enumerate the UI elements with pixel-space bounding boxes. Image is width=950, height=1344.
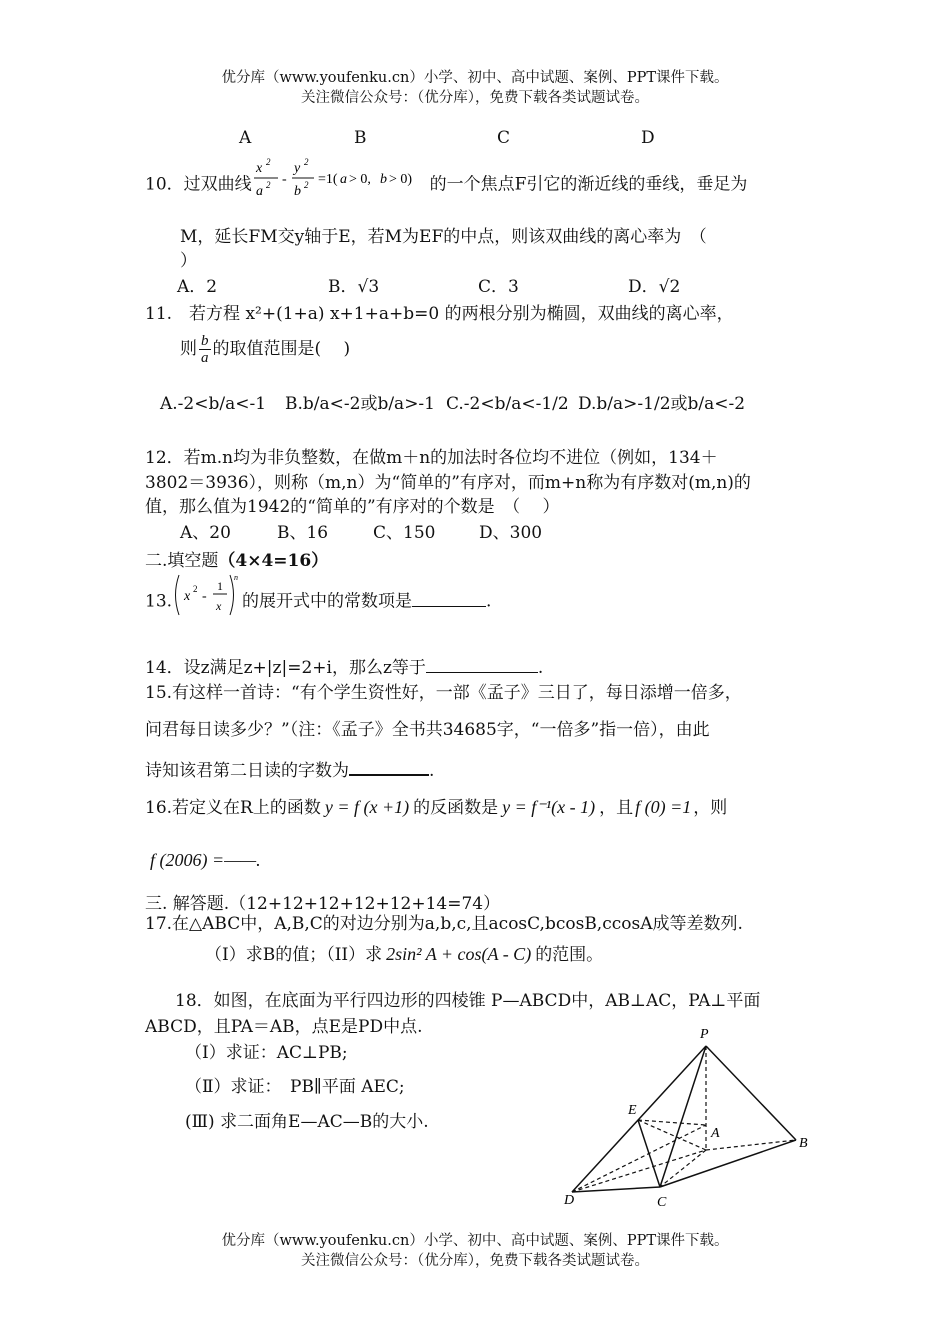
q10-prefix: 10．过双曲线 <box>145 174 252 195</box>
q10-hyperbola-formula <box>252 157 430 205</box>
label-e: E <box>628 1103 637 1118</box>
q11-fraction: $\frac{b}{a}$ <box>201 333 209 366</box>
edge-pd <box>572 1046 706 1192</box>
q16-inverse-function: y = f⁻¹(x - 1) <box>502 797 596 817</box>
header-line-2: 关注微信公众号：（优分库），免费下载各类试题试卷。 <box>301 90 649 106</box>
label-a: A <box>711 1126 720 1141</box>
q14-text: 14．设z满足z+|z|=2+i，那么z等于 <box>145 658 426 678</box>
q11-option-c: C.-2<b/a<-1/2 <box>446 394 569 414</box>
q10-line-2: M，延长FM交y轴于E，若M为EF的中点，则该双曲线的离心率为 （ <box>180 227 707 247</box>
svg-text:2: 2 <box>303 180 309 190</box>
q10-option-d: D．√2 <box>628 277 681 297</box>
q16-line-1 <box>145 796 727 819</box>
svg-text:2: 2 <box>193 584 198 594</box>
q12-line-1: 12．若m.n均为非负整数，在做m＋n的加法时各位均不进位（例如，134＋ <box>145 448 718 468</box>
q12-option-c: C、150 <box>373 523 436 543</box>
q10-option-c: C．3 <box>478 277 519 297</box>
svg-text:> 0,: > 0, <box>348 172 371 187</box>
q16-line-2: f (2006) =——. <box>150 850 261 870</box>
svg-text:x: x <box>216 599 222 613</box>
q12-option-b: B、16 <box>277 523 329 543</box>
svg-text:2: 2 <box>265 180 271 190</box>
q10-suffix: 的一个焦点F引它的渐近线的垂线，垂足为 <box>429 174 748 195</box>
q18-part-1: （Ⅰ）求证：AC⊥PB; <box>185 1043 348 1063</box>
q17-expression: 2sin² A + cos(A - C) <box>386 944 532 964</box>
section-2-score: （4×4=16） <box>218 551 329 571</box>
q10-option-a: A．2 <box>177 277 218 297</box>
q15-line-3 <box>145 758 434 782</box>
q13-end: . <box>486 591 492 612</box>
q17-prefix: （I）求B的值；（II）求 <box>205 945 383 965</box>
q16-prefix: 16.若定义在R上的函数 <box>145 798 321 818</box>
edge-e-mid <box>638 1120 706 1125</box>
pyramid-figure <box>560 1022 820 1212</box>
q9-option-c: C <box>497 128 511 148</box>
q17-line-1: 17.在△ABC中，A,B,C的对边分别为a,b,c,且acosC,bcosB,ccosA成等差数列. <box>145 914 743 934</box>
q16-end: ，则 <box>693 798 728 818</box>
q11-line-1: 11. 若方程 x²+(1+a) x+1+a+b=0 的两根分别为椭圆，双曲线的离心率， <box>145 304 734 324</box>
svg-text:> 0): > 0) <box>388 172 412 187</box>
q16-mid: 的反函数是 <box>413 798 499 818</box>
header-line-1: 优分库（www.youfenku.cn）小学、初中、高中试题、案例、PPT课件下载。 <box>221 70 729 86</box>
svg-text:n: n <box>234 573 239 582</box>
q18-part-3: (Ⅲ) 求二面角E—AC—B的大小. <box>185 1112 429 1132</box>
q10-option-b: B．√3 <box>328 277 380 297</box>
q11-option-b: B.b/a<-2或b/a>-1 <box>285 394 435 414</box>
q11-prefix: 则 <box>180 339 197 359</box>
q10-line-3: ） <box>180 251 197 271</box>
footer-line-2: 关注微信公众号：（优分库），免费下载各类试题试卷。 <box>301 1253 649 1269</box>
edge-pc <box>660 1046 706 1187</box>
q15-line-1: 15.有这样一首诗：“有个学生资性好，一部《孟子》三日了，每日添增一倍多， <box>145 683 742 703</box>
edge-dc <box>572 1187 660 1192</box>
q9-option-b: B <box>354 128 367 148</box>
q18-line-1: 18．如图，在底面为平行四边形的四棱锥 P—ABCD中，AB⊥AC，PA⊥平面 <box>175 991 761 1011</box>
label-b: B <box>799 1136 808 1151</box>
q15-end: . <box>429 761 435 781</box>
edge-ac <box>660 1150 706 1187</box>
q12-line-2: 3802＝3936），则称（m,n）为“简单的”有序对，而m+n称为有序数对(m,n)的 <box>145 473 751 493</box>
svg-text:2: 2 <box>265 157 271 167</box>
svg-text:2: 2 <box>303 157 309 167</box>
svg-text:b: b <box>293 184 301 199</box>
edge-d-mid <box>572 1125 706 1192</box>
q9-option-a: A <box>239 128 252 148</box>
section-2-heading <box>145 546 328 571</box>
q12-option-d: D、300 <box>479 523 543 543</box>
q12-option-a: A、20 <box>180 523 231 543</box>
q14-end: . <box>537 658 544 678</box>
q10-formula-svg <box>252 155 430 203</box>
svg-text:-: - <box>281 172 287 187</box>
q10-line-1 <box>145 157 748 205</box>
footer-line-1: 优分库（www.youfenku.cn）小学、初中、高中试题、案例、PPT课件下载。 <box>221 1233 729 1249</box>
label-d: D <box>564 1193 575 1208</box>
q17-line-2 <box>205 943 603 966</box>
q11-option-a: A.-2<b/a<-1 <box>160 394 267 414</box>
q11-line-2 <box>180 333 350 366</box>
svg-text:-: - <box>202 589 207 604</box>
label-p: P <box>700 1027 709 1042</box>
svg-text:1: 1 <box>217 579 224 593</box>
q16-mid2: ，且 <box>599 798 634 818</box>
section-2-title: 二.填空题 <box>145 551 219 571</box>
q17-suffix: 的范围。 <box>535 945 604 965</box>
q16-function: y = f (x +1) <box>324 797 410 817</box>
q16-condition: f (0) =1 <box>635 797 692 817</box>
q18-line-2: ABCD，且PA＝AB，点E是PD中点. <box>145 1017 423 1037</box>
q14-answer-blank[interactable] <box>426 656 538 673</box>
q15-text: 诗知该君第二日读的字数为 <box>145 761 349 781</box>
q11-option-d: D.b/a>-1/2或b/a<-2 <box>578 394 746 414</box>
section-3-title: 三. 解答题.（12+12+12+12+12+14=74） <box>145 894 501 914</box>
q12-line-3: 值，那么值为1942的“简单的”有序对的个数是 （ ） <box>145 497 560 517</box>
label-c: C <box>657 1195 667 1210</box>
q13-answer-blank[interactable] <box>412 590 486 607</box>
svg-text:=1(: =1( <box>317 172 338 187</box>
q13-suffix: 的展开式中的常数项是 <box>242 591 413 612</box>
q11-suffix: 的取值范围是( ) <box>212 339 351 359</box>
q15-answer-blank[interactable] <box>349 758 429 776</box>
q13-line <box>145 573 492 620</box>
q15-line-2: 问君每日读多少？”（注：《孟子》全书共34685字，“一倍多”指一倍），由此 <box>145 720 710 740</box>
q14-line <box>145 656 543 679</box>
svg-text:x: x <box>184 589 191 604</box>
svg-text:a: a <box>255 184 263 199</box>
q13-binomial-svg <box>172 570 242 620</box>
svg-text:a: a <box>339 172 347 187</box>
q9-option-d: D <box>641 128 655 148</box>
svg-text:x: x <box>255 161 262 176</box>
q18-part-2: （Ⅱ）求证： PB∥平面 AEC; <box>185 1077 405 1097</box>
svg-text:y: y <box>293 161 300 176</box>
q13-number: 13. <box>145 591 173 612</box>
svg-text:b: b <box>379 172 387 187</box>
